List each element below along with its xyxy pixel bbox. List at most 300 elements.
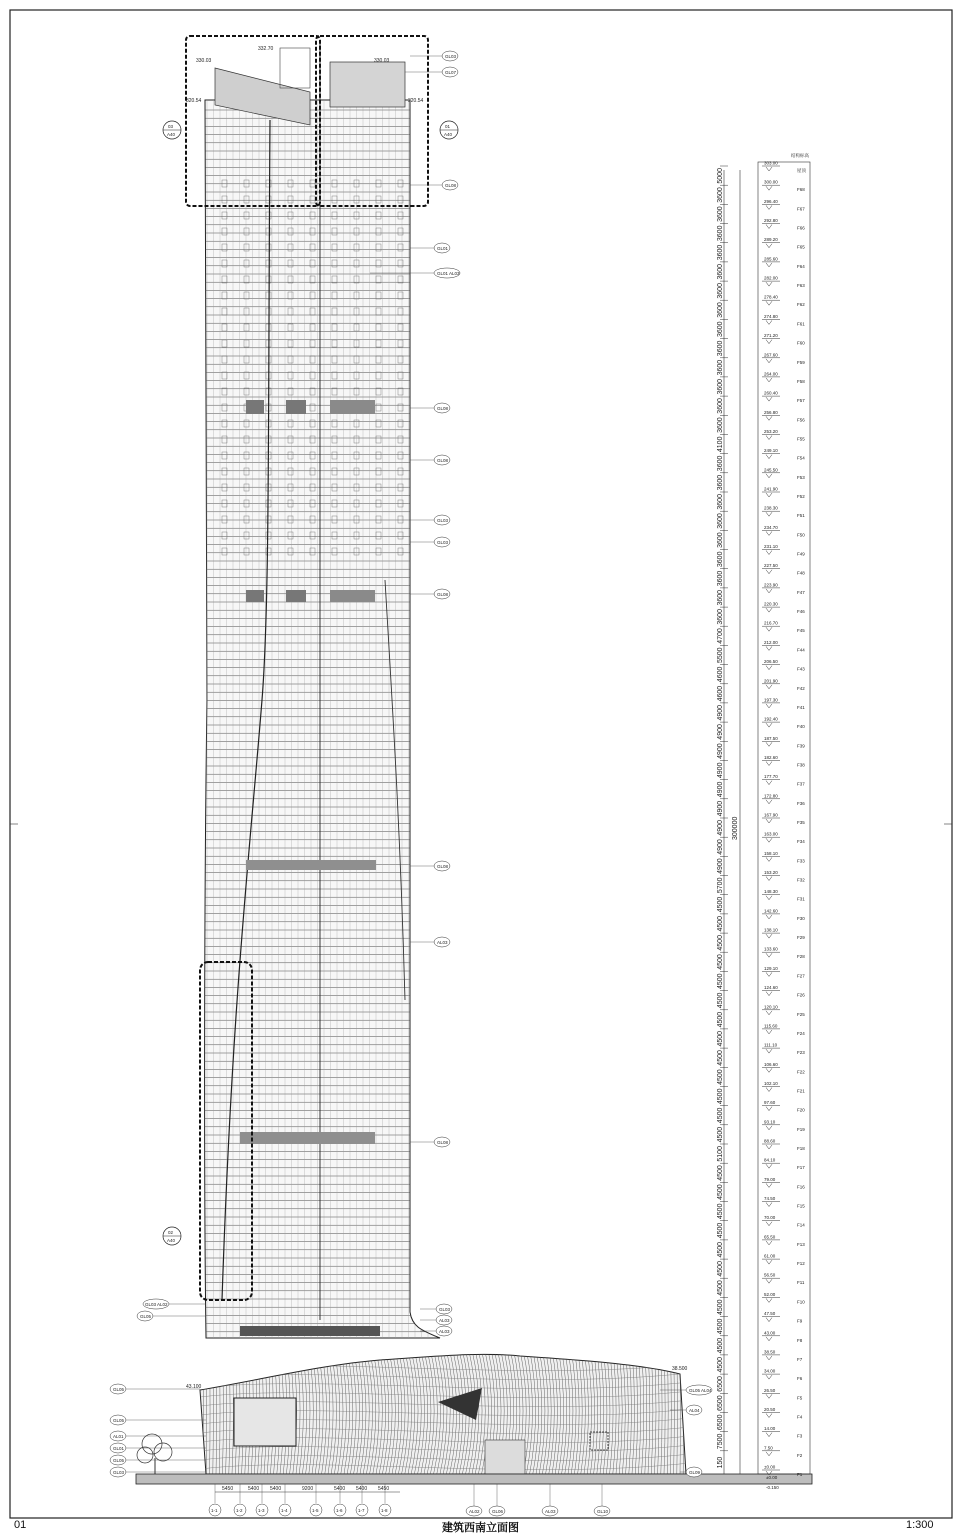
level-marker: [766, 877, 772, 881]
level-marker: [766, 972, 772, 976]
svg-text:GL05: GL05: [113, 1387, 125, 1392]
level-value: 153.20: [764, 870, 778, 875]
level-value: 93.10: [764, 1119, 776, 1124]
level-marker: [766, 474, 772, 478]
svg-text:GL06: GL06: [492, 1509, 504, 1514]
storey-dim: 4700: [717, 628, 724, 644]
detail-callout-3: [163, 1227, 181, 1245]
level-value: 26.50: [764, 1388, 776, 1393]
podium-glazed-panel: [234, 1398, 296, 1446]
floor-label: F42: [797, 686, 805, 691]
facade-tag-r2: [405, 67, 458, 77]
floor-label: F7: [797, 1357, 803, 1362]
mech-band-3: [330, 400, 375, 414]
level-value: 182.60: [764, 755, 778, 760]
storey-height-dims: [717, 166, 728, 1468]
floor-label: F14: [797, 1223, 805, 1228]
storey-dim: 4500: [717, 1280, 724, 1296]
svg-text:GL01 AL03: GL01 AL03: [437, 271, 460, 276]
storey-dim: 6500: [717, 1414, 724, 1430]
floor-label: F63: [797, 283, 805, 288]
floor-label: F68: [797, 187, 805, 192]
level-marker: [766, 1414, 772, 1418]
level-value: 227.50: [764, 563, 778, 568]
level-value: 285.60: [764, 256, 778, 261]
storey-dim: 3600: [717, 302, 724, 318]
floor-label: F19: [797, 1127, 805, 1132]
tower-silhouette: [205, 100, 440, 1338]
floor-label: 屋顶: [797, 167, 806, 174]
floor-label: F17: [797, 1165, 805, 1170]
svg-text:AL03: AL03: [437, 940, 448, 945]
level-value: 187.50: [764, 736, 778, 741]
level-value: 74.50: [764, 1196, 776, 1201]
level-value: 47.50: [764, 1311, 776, 1316]
floor-label: F25: [797, 1012, 805, 1017]
level-marker: [766, 301, 772, 305]
level-value: 84.10: [764, 1158, 776, 1163]
storey-dim: 5000: [717, 168, 724, 184]
storey-dim: 3600: [717, 609, 724, 625]
level-value: 264.00: [764, 371, 778, 376]
storey-dim: 150: [717, 1457, 724, 1469]
level-value: 253.20: [764, 429, 778, 434]
floor-label: F57: [797, 398, 805, 403]
floor-label: F60: [797, 341, 805, 346]
svg-text:AL03: AL03: [439, 1329, 450, 1334]
total-height-dim: 300000: [732, 817, 739, 840]
detail-callout-2-sheet: A40: [444, 132, 453, 137]
level-value: 172.80: [764, 793, 778, 798]
storey-dim: 4900: [717, 705, 724, 721]
level-marker: [766, 263, 772, 267]
level-value: 56.50: [764, 1273, 776, 1278]
storey-dim: 4600: [717, 686, 724, 702]
storey-dim: 3600: [717, 360, 724, 376]
svg-text:GL10: GL10: [597, 1509, 609, 1514]
mech-band-4: [246, 590, 264, 602]
floor-label: F3: [797, 1434, 803, 1439]
level-marker: [766, 282, 772, 286]
level-value: 38.50: [764, 1349, 776, 1354]
svg-text:GL08: GL08: [437, 1140, 449, 1145]
level-value: 206.50: [764, 659, 778, 664]
level-marker: [766, 512, 772, 516]
level-marker: [766, 704, 772, 708]
storey-dim: 4500: [717, 1069, 724, 1085]
storey-dim: 4900: [717, 724, 724, 740]
svg-text:GL09: GL09: [689, 1470, 701, 1475]
level-marker: [766, 436, 772, 440]
level-marker: [766, 1030, 772, 1034]
mech-band-2: [286, 400, 306, 414]
axis-dimension-line: [215, 1486, 400, 1492]
level-marker: [766, 1375, 772, 1379]
floor-label: F61: [797, 321, 805, 326]
svg-text:GL03: GL03: [437, 518, 449, 523]
level-marker: [766, 915, 772, 919]
level-marker: [766, 992, 772, 996]
floor-label: F23: [797, 1050, 805, 1055]
level-marker: [766, 1452, 772, 1456]
mech-band-9: [240, 1326, 380, 1336]
axis-label: 1-1: [211, 1508, 218, 1513]
level-marker: [766, 340, 772, 344]
level-marker: [766, 1337, 772, 1341]
level-value: 220.30: [764, 602, 778, 607]
detail-callout-1: [163, 121, 181, 139]
floor-label: F31: [797, 897, 805, 902]
svg-text:GL08: GL08: [445, 183, 457, 188]
storey-dim: 3600: [717, 206, 724, 222]
storey-dim: 3600: [717, 475, 724, 491]
facade-tag-r4: [410, 243, 450, 253]
facade-tag-l7: [110, 1455, 206, 1465]
svg-text:AL02: AL02: [469, 1509, 480, 1514]
storey-dim: 4500: [717, 1127, 724, 1143]
storey-dim: 3600: [717, 264, 724, 280]
level-value: 271.20: [764, 333, 778, 338]
level-value: 303.00: [764, 161, 778, 166]
facade-tag-l5: [110, 1431, 206, 1441]
facade-tag-r1: [410, 51, 458, 61]
floor-label: F37: [797, 782, 805, 787]
right-facade-tags: [370, 51, 712, 1477]
storey-dim: 3600: [717, 321, 724, 337]
mech-band-7: [246, 860, 376, 870]
level-marker: [766, 378, 772, 382]
floor-label: F11: [797, 1280, 805, 1285]
svg-text:AL04: AL04: [689, 1408, 700, 1413]
level-value: 129.10: [764, 966, 778, 971]
level-value: 124.60: [764, 985, 778, 990]
level-marker: [766, 857, 772, 861]
svg-text:GL01: GL01: [113, 1446, 125, 1451]
roof-level-5: 320.54: [408, 98, 424, 104]
level-marker: [766, 608, 772, 612]
level-column-header: 结构标高: [791, 152, 809, 159]
storey-dim: 5100: [717, 1146, 724, 1162]
svg-text:GL03: GL03: [113, 1470, 125, 1475]
floor-label: F47: [797, 590, 805, 595]
level-marker: [766, 1433, 772, 1437]
level-value: 142.60: [764, 908, 778, 913]
svg-text:GL05 AL04: GL05 AL04: [689, 1388, 712, 1393]
mech-band-8: [240, 1132, 375, 1144]
svg-text:GL05: GL05: [140, 1314, 152, 1319]
svg-text:GL05: GL05: [113, 1418, 125, 1423]
storey-dim: 4900: [717, 858, 724, 874]
floor-label: F67: [797, 206, 805, 211]
tree-icon: [137, 1434, 172, 1474]
level-marker: [766, 1107, 772, 1111]
axis-label: 1-4: [281, 1508, 288, 1513]
level-value: 201.90: [764, 678, 778, 683]
level-marker: [766, 1088, 772, 1092]
level-marker: [766, 1279, 772, 1283]
storey-dim: 7500: [717, 1434, 724, 1450]
floor-label: F41: [797, 705, 805, 710]
detail-callout-3-sheet: A40: [167, 1238, 176, 1243]
level-marker: [766, 723, 772, 727]
level-value: 282.00: [764, 276, 778, 281]
svg-text:GL01: GL01: [437, 246, 449, 251]
facade-tag-r6: [410, 403, 450, 413]
bottom-tag-3: [542, 1484, 558, 1516]
facade-tag-r8: [410, 515, 450, 525]
svg-text:AL01: AL01: [113, 1434, 124, 1439]
floor-label: F22: [797, 1069, 805, 1074]
floor-label: F15: [797, 1204, 805, 1209]
level-column: [758, 152, 810, 1490]
level-value: 223.90: [764, 582, 778, 587]
floor-label: F35: [797, 820, 805, 825]
level-value: 278.40: [764, 295, 778, 300]
level-marker: [766, 589, 772, 593]
facade-tag-r14: [420, 1304, 452, 1314]
level-value: 111.10: [764, 1043, 778, 1048]
svg-text:GL03: GL03: [439, 1307, 451, 1312]
storey-dim: 4500: [717, 916, 724, 932]
storey-dim: 4500: [717, 1223, 724, 1239]
level-marker: [766, 838, 772, 842]
floor-label: F34: [797, 839, 805, 844]
level-value: 197.30: [764, 697, 778, 702]
floor-label: F4: [797, 1415, 803, 1420]
floor-label: F43: [797, 667, 805, 672]
podium-entrance: [485, 1440, 525, 1474]
floor-label: F30: [797, 916, 805, 921]
floor-label: F53: [797, 475, 805, 480]
floor-label: F16: [797, 1184, 805, 1189]
storey-dim: 4500: [717, 1031, 724, 1047]
level-value: 241.90: [764, 487, 778, 492]
level-marker: [766, 416, 772, 420]
level-value: 115.60: [764, 1023, 778, 1028]
level-marker: [766, 934, 772, 938]
axis-dim-5: 5400: [334, 1486, 345, 1492]
axis-dim-6: 5400: [356, 1486, 367, 1492]
level-marker: [766, 819, 772, 823]
level-value: 138.10: [764, 928, 778, 933]
level-marker: [766, 1318, 772, 1322]
storey-dim: 4500: [717, 1108, 724, 1124]
level-value: 52.00: [764, 1292, 776, 1297]
floor-label: F55: [797, 437, 805, 442]
storey-dim: 4100: [717, 436, 724, 452]
level-value: 133.60: [764, 947, 778, 952]
level-value: 106.60: [764, 1062, 778, 1067]
storey-dim: 6500: [717, 1395, 724, 1411]
svg-text:AL03: AL03: [439, 1318, 450, 1323]
level-marker: [766, 1049, 772, 1053]
axis-label: 1-7: [358, 1508, 365, 1513]
floor-label: F2: [797, 1453, 803, 1458]
level-marker: [766, 800, 772, 804]
storey-dim: 3600: [717, 187, 724, 203]
facade-tag-r9: [410, 537, 450, 547]
floor-label: F28: [797, 954, 805, 959]
level-value: 43.00: [764, 1330, 776, 1335]
level-value: 70.00: [764, 1215, 776, 1220]
storey-dim: 4500: [717, 897, 724, 913]
level-marker: [766, 896, 772, 900]
axis-dim-2: 5400: [248, 1486, 259, 1492]
sheet-border: [10, 10, 952, 1518]
level-value: 238.30: [764, 506, 778, 511]
storey-dim: 4900: [717, 782, 724, 798]
roof-level-3: 330.03: [374, 58, 390, 64]
level-marker: [766, 627, 772, 631]
storey-dim: 4500: [717, 973, 724, 989]
level-value: 256.80: [764, 410, 778, 415]
level-marker: [766, 1203, 772, 1207]
floor-label: F36: [797, 801, 805, 806]
storey-dim: 4500: [717, 1242, 724, 1258]
storey-dim: 4500: [717, 1319, 724, 1335]
level-value: 158.10: [764, 851, 778, 856]
level-value: 260.40: [764, 391, 778, 396]
level-marker: [766, 1298, 772, 1302]
ground-level-2: -0.150: [766, 1485, 779, 1490]
floor-label: F21: [797, 1089, 805, 1094]
level-marker: [766, 1068, 772, 1072]
facade-tag-l1: [143, 1299, 206, 1309]
level-marker: [766, 531, 772, 535]
facade-tag-r7: [410, 455, 450, 465]
storey-dim: 3600: [717, 551, 724, 567]
floor-label: F58: [797, 379, 805, 384]
storey-dim: 3600: [717, 417, 724, 433]
storey-dim: 3600: [717, 494, 724, 510]
storey-dim: 3600: [717, 225, 724, 241]
level-marker: [766, 205, 772, 209]
floor-label: F27: [797, 973, 805, 978]
floor-level-ticks: [762, 161, 806, 1478]
storey-dim: 4500: [717, 935, 724, 951]
level-value: 88.60: [764, 1139, 776, 1144]
roof-level-2: 332.70: [258, 46, 274, 52]
floor-label: F44: [797, 647, 805, 652]
storey-dim: 4500: [717, 993, 724, 1009]
level-value: 120.10: [764, 1004, 778, 1009]
sheet-number: 01: [14, 1519, 26, 1531]
level-marker: [766, 666, 772, 670]
level-marker: [766, 320, 772, 324]
mech-band-5: [286, 590, 306, 602]
floor-label: F59: [797, 360, 805, 365]
level-marker: [766, 1145, 772, 1149]
level-marker: [766, 781, 772, 785]
floor-label: F9: [797, 1319, 803, 1324]
axis-dim-4: 9200: [302, 1486, 313, 1492]
level-marker: [766, 1126, 772, 1130]
facade-tag-l2: [137, 1311, 206, 1321]
ground-level: ±0.00: [766, 1475, 778, 1480]
storey-dim: 4500: [717, 1261, 724, 1277]
ground-band: [136, 1474, 812, 1484]
facade-tag-r10: [410, 589, 450, 599]
floor-label: F50: [797, 532, 805, 537]
level-marker: [766, 551, 772, 555]
floor-label: F64: [797, 264, 805, 269]
floor-label: F20: [797, 1108, 805, 1113]
detail-callout-2-num: 01: [445, 124, 451, 129]
detail-callout-1-sheet: A40: [167, 132, 176, 137]
detail-callout-1-num: 03: [168, 124, 174, 129]
floor-label: F65: [797, 245, 805, 250]
floor-label: F1: [797, 1472, 803, 1477]
floor-label: F10: [797, 1299, 805, 1304]
level-marker: [766, 685, 772, 689]
storey-dim: 4500: [717, 1338, 724, 1354]
level-marker: [766, 570, 772, 574]
level-value: 289.20: [764, 237, 778, 242]
svg-text:GL08: GL08: [437, 458, 449, 463]
storey-dim: 4500: [717, 1184, 724, 1200]
floor-label: F45: [797, 628, 805, 633]
level-value: 177.70: [764, 774, 778, 779]
level-value: 249.10: [764, 448, 778, 453]
floor-label: F26: [797, 993, 805, 998]
floor-label: F33: [797, 858, 805, 863]
storey-dim: 3600: [717, 513, 724, 529]
level-value: 97.60: [764, 1100, 776, 1105]
floor-label: F52: [797, 494, 805, 499]
level-marker: [766, 1241, 772, 1245]
bottom-tag-2: [489, 1484, 505, 1516]
roof-level-4: 320.54: [186, 98, 202, 104]
floor-label: F51: [797, 513, 805, 518]
storey-dim: 4500: [717, 1203, 724, 1219]
floor-label: F18: [797, 1146, 805, 1151]
level-value: 245.50: [764, 467, 778, 472]
svg-text:GL03: GL03: [445, 54, 457, 59]
vertical-dimension-strings: [717, 166, 740, 1474]
storey-dim: 3600: [717, 379, 724, 395]
podium-level-1: 43.100: [186, 1384, 202, 1390]
level-value: 292.80: [764, 218, 778, 223]
level-value: 167.90: [764, 813, 778, 818]
level-value: 34.00: [764, 1369, 776, 1374]
detail-callout-3-num: 02: [168, 1230, 174, 1235]
storey-dim: 3600: [717, 245, 724, 261]
storey-dim: 4500: [717, 1088, 724, 1104]
detail-callout-2: [440, 121, 458, 139]
storey-dim: 6500: [717, 1376, 724, 1392]
level-value: 14.00: [764, 1426, 776, 1431]
level-marker: [766, 1260, 772, 1264]
storey-dim: 4500: [717, 1357, 724, 1373]
level-value: 300.00: [764, 180, 778, 185]
svg-text:AL03: AL03: [545, 1509, 556, 1514]
level-marker: [766, 397, 772, 401]
level-marker: [766, 1356, 772, 1360]
axis-dim-1: 5450: [222, 1486, 233, 1492]
floor-label: F12: [797, 1261, 805, 1266]
roof-level-1: 330.03: [196, 58, 212, 64]
level-value: 61.00: [764, 1254, 776, 1259]
storey-dim: 5700: [717, 877, 724, 893]
axis-label: 1-5: [312, 1508, 319, 1513]
floor-label: F48: [797, 571, 805, 576]
level-marker: [766, 186, 772, 190]
storey-dim: 4500: [717, 1165, 724, 1181]
floor-label: F13: [797, 1242, 805, 1247]
storey-dim: 4900: [717, 801, 724, 817]
svg-text:GL08: GL08: [437, 592, 449, 597]
level-marker: [766, 762, 772, 766]
